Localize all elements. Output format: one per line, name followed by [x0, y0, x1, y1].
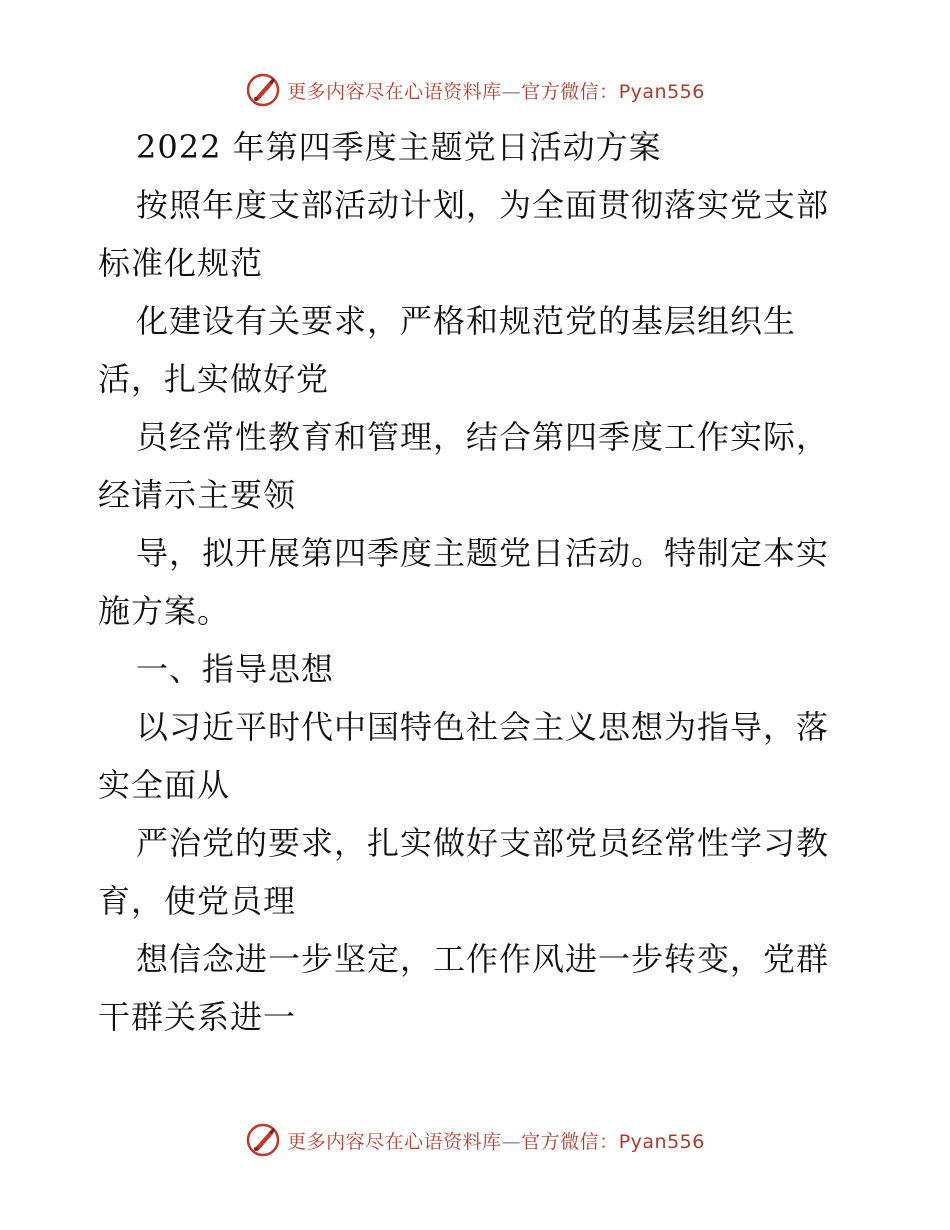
document-title: 2022 年第四季度主题党日活动方案 [136, 128, 662, 166]
paragraph-line: 育，使党员理 [98, 882, 297, 920]
watermark-label: 官方微信： [521, 1130, 619, 1153]
paragraph-line: 标准化规范 [98, 244, 264, 282]
document-body [98, 118, 858, 1046]
watermark-wechat-id: Pyan556 [618, 80, 705, 103]
paragraph-line: 严治党的要求，扎实做好支部党员经常性学习教 [136, 824, 830, 862]
brand-logo-icon [245, 72, 281, 108]
watermark-dash: — [501, 1130, 522, 1153]
paragraph-line: 实全面从 [98, 766, 231, 804]
paragraph-line: 化建设有关要求，严格和规范党的基层组织生 [136, 302, 797, 340]
paragraph-line: 干群关系进一 [98, 998, 297, 1036]
paragraph-line: 活，扎实做好党 [98, 360, 330, 398]
paragraph-line: 一、指导思想 [136, 650, 335, 688]
watermark-prefix: 更多内容尽在心语资料库 [287, 1130, 502, 1153]
header-watermark [0, 72, 950, 108]
paragraph-line: 员经常性教育和管理，结合第四季度工作实际， [136, 418, 830, 456]
footer-watermark [0, 1122, 950, 1158]
paragraph-line: 以习近平时代中国特色社会主义思想为指导，落 [136, 708, 830, 746]
watermark-text [287, 1127, 705, 1154]
watermark-wechat-id: Pyan556 [618, 1130, 705, 1153]
paragraph-line: 按照年度支部活动计划，为全面贯彻落实党支部 [136, 186, 830, 224]
watermark-prefix: 更多内容尽在心语资料库 [287, 80, 502, 103]
paragraph-line: 导，拟开展第四季度主题党日活动。特制定本实 [136, 534, 830, 572]
watermark-dash: — [501, 80, 522, 103]
paragraph-line: 经请示主要领 [98, 476, 297, 514]
paragraph-line: 施方案。 [98, 592, 231, 630]
paragraph-line: 想信念进一步坚定，工作作风进一步转变，党群 [136, 940, 830, 978]
watermark-text [287, 77, 705, 104]
watermark-label: 官方微信： [521, 80, 619, 103]
brand-logo-icon [245, 1122, 281, 1158]
